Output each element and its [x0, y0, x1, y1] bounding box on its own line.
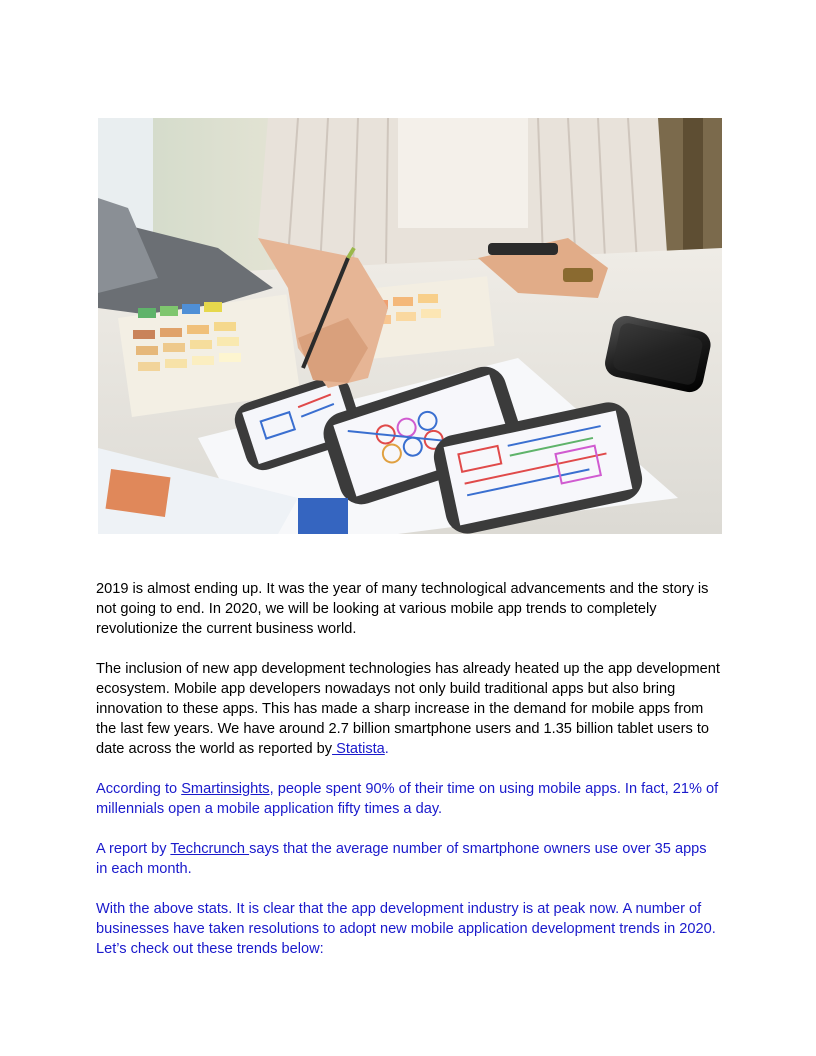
article-body: [96, 579, 720, 979]
hero-image: [98, 118, 722, 534]
paragraph-smartinsights-post: , people spent 90% of their time on using mobile apps. In fact, 21% of millennials open a mobile application fifty times a day.: [96, 781, 719, 817]
paragraph-techcrunch: [96, 839, 720, 879]
paragraph-technologies: [96, 659, 720, 759]
paragraph-smartinsights-pre: According to: [96, 781, 182, 797]
paragraph-techcrunch-pre: A report by: [96, 841, 171, 857]
paragraph-technologies-text: The inclusion of new app development technologies has already heated up the app development ecosystem. Mobile app developers nowadays not only build traditional apps but also bring innovation to these apps. This has made a sharp increase in the demand for mobile apps from the last few years. We have around 2.7 billion smartphone users and 1.35 billion tablet users to date across the world as reported by: [96, 661, 720, 757]
techcrunch-link[interactable]: Techcrunch: [170, 841, 250, 857]
paragraph-techcrunch-post: says that the average number of smartphone owners use over 35 apps in each month.: [96, 841, 707, 877]
paragraph-stats-conclusion-text: With the above stats. It is clear that the app development industry is at peak now. A number of businesses have taken resolutions to adopt new mobile application development trends in 2020. Let’s check out these trends below:: [96, 901, 716, 957]
paragraph-intro: [96, 579, 720, 639]
photo-icon: [98, 118, 722, 534]
paragraph-smartinsights: [96, 779, 720, 819]
paragraph-technologies-end: .: [384, 741, 389, 757]
smartinsights-link[interactable]: Smartinsights: [181, 781, 270, 797]
statista-link[interactable]: Statista: [332, 741, 385, 757]
paragraph-intro-text: 2019 is almost ending up. It was the year of many technological advancements and the story is not going to end. In 2020, we will be looking at various mobile app trends to completely revolutionize the current business world.: [96, 581, 709, 637]
paragraph-stats-conclusion: [96, 899, 720, 959]
